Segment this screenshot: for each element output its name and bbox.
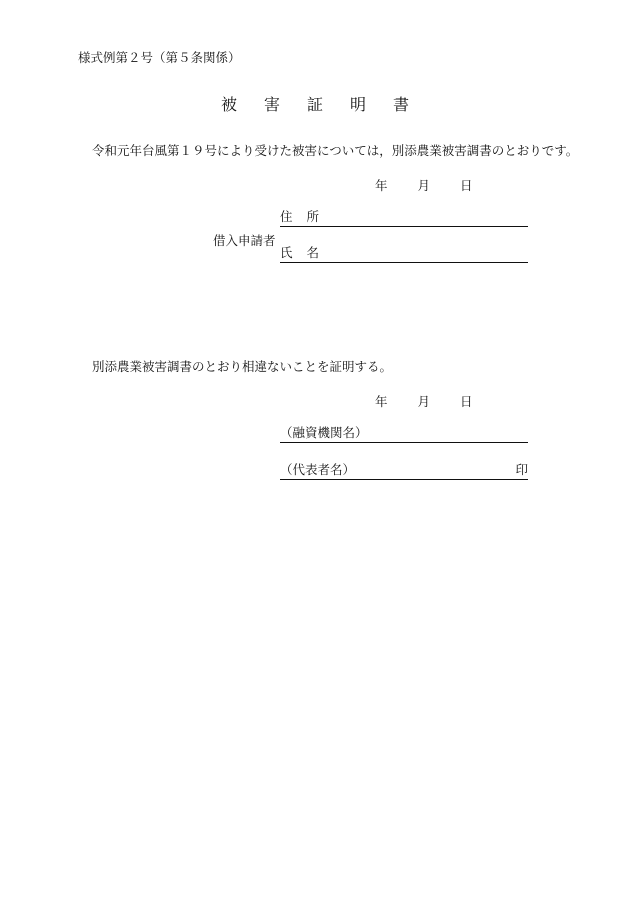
representative-label: （代表者名） xyxy=(280,462,356,477)
financial-institution-field[interactable] xyxy=(280,426,528,443)
date-line xyxy=(375,176,473,194)
seal-mark: 印 xyxy=(515,462,528,477)
damage-statement: 令和元年台風第１９号により受けた被害については，別添農業被害調書のとおりです。 xyxy=(92,143,579,158)
day-label: 日 xyxy=(460,394,473,409)
year-label: 年 xyxy=(375,394,388,409)
representative-field[interactable] xyxy=(280,463,528,480)
certification-statement: 別添農業被害調書のとおり相違ないことを証明する。 xyxy=(92,359,393,374)
year-label: 年 xyxy=(375,178,388,193)
day-label: 日 xyxy=(460,178,473,193)
address-label: 住 所 xyxy=(280,209,320,224)
document-title: 被害証明書 xyxy=(220,95,436,114)
address-field[interactable] xyxy=(280,210,528,227)
certification-date-line xyxy=(375,392,473,410)
name-label: 氏 名 xyxy=(280,245,320,260)
month-label: 月 xyxy=(417,394,431,409)
borrower-applicant-label: 借入申請者 xyxy=(213,233,276,248)
name-field[interactable] xyxy=(280,246,528,263)
month-label: 月 xyxy=(417,178,431,193)
form-number: 様式例第２号（第５条関係） xyxy=(78,50,241,65)
financial-institution-label: （融資機関名） xyxy=(280,425,368,440)
